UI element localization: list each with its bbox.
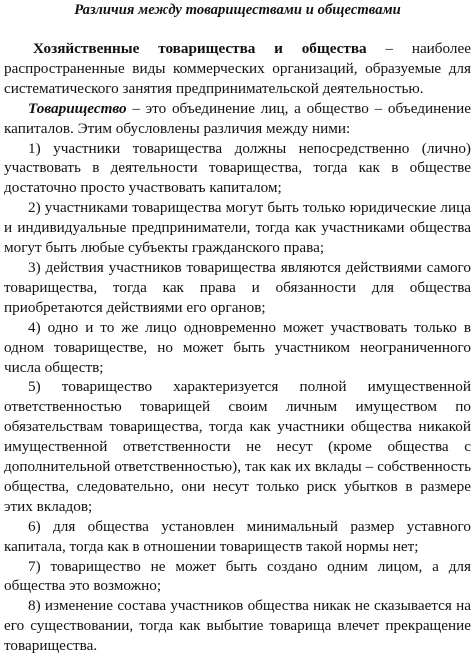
partnership-paragraph	[4, 99, 471, 139]
definition-term: Хозяйственные товарищества и общества	[33, 40, 367, 57]
partnership-text: – это объединение лиц, а общество – объединение капиталов. Этим обусловлены различия между ними:	[4, 99, 471, 137]
definition-text: – наиболее распространенные виды коммерческих организаций, образуемые для систематического занятия предпринимательской деятельностью.	[4, 40, 471, 97]
partnership-term: Товарищество	[28, 99, 127, 117]
difference-item-1: 1) участники товарищества должны непосредственно (лично) участвовать в деятельности товарищества, тогда как в обществе достаточно просто участвовать капиталом;	[4, 139, 471, 197]
definition-paragraph	[4, 39, 471, 99]
difference-item-8: 8) изменение состава участников общества никак не сказывается на его существовании, тогда как выбытие товарища влечет прекращение товарищества.	[4, 597, 471, 655]
difference-item-5: 5) товарищество характеризуется полной имущественной ответственностью товарищей своим личным имуществом по обязательствам товарищества, тогда как участники общества никакой имущественной ответственности не несут (кроме общества с дополнительной ответственностью), так как их вклады – собственность общества, следовательно, они несут только риск убытков в размере этих вкладов;	[4, 378, 471, 515]
difference-item-3: 3) действия участников товарищества являются действиями самого товарищества, тогда как права и обязанности для общества приобретаются действиями его органов;	[4, 258, 471, 316]
difference-item-4: 4) одно и то же лицо одновременно может участвовать только в одном товариществе, но может быть участником неограниченного числа обществ;	[4, 318, 471, 376]
difference-item-2: 2) участниками товарищества могут быть только юридические лица и индивидуальные предприниматели, тогда как участниками общества могут быть любые субъекты гражданского права;	[4, 199, 471, 257]
difference-item-7: 7) товарищество не может быть создано одним лицом, а для общества это возможно;	[4, 557, 471, 595]
document-title: Различия между товариществами и обществами	[74, 2, 401, 18]
difference-item-6: 6) для общества установлен минимальный размер уставного капитала, тогда как в отношении товариществ такой нормы нет;	[4, 517, 471, 555]
